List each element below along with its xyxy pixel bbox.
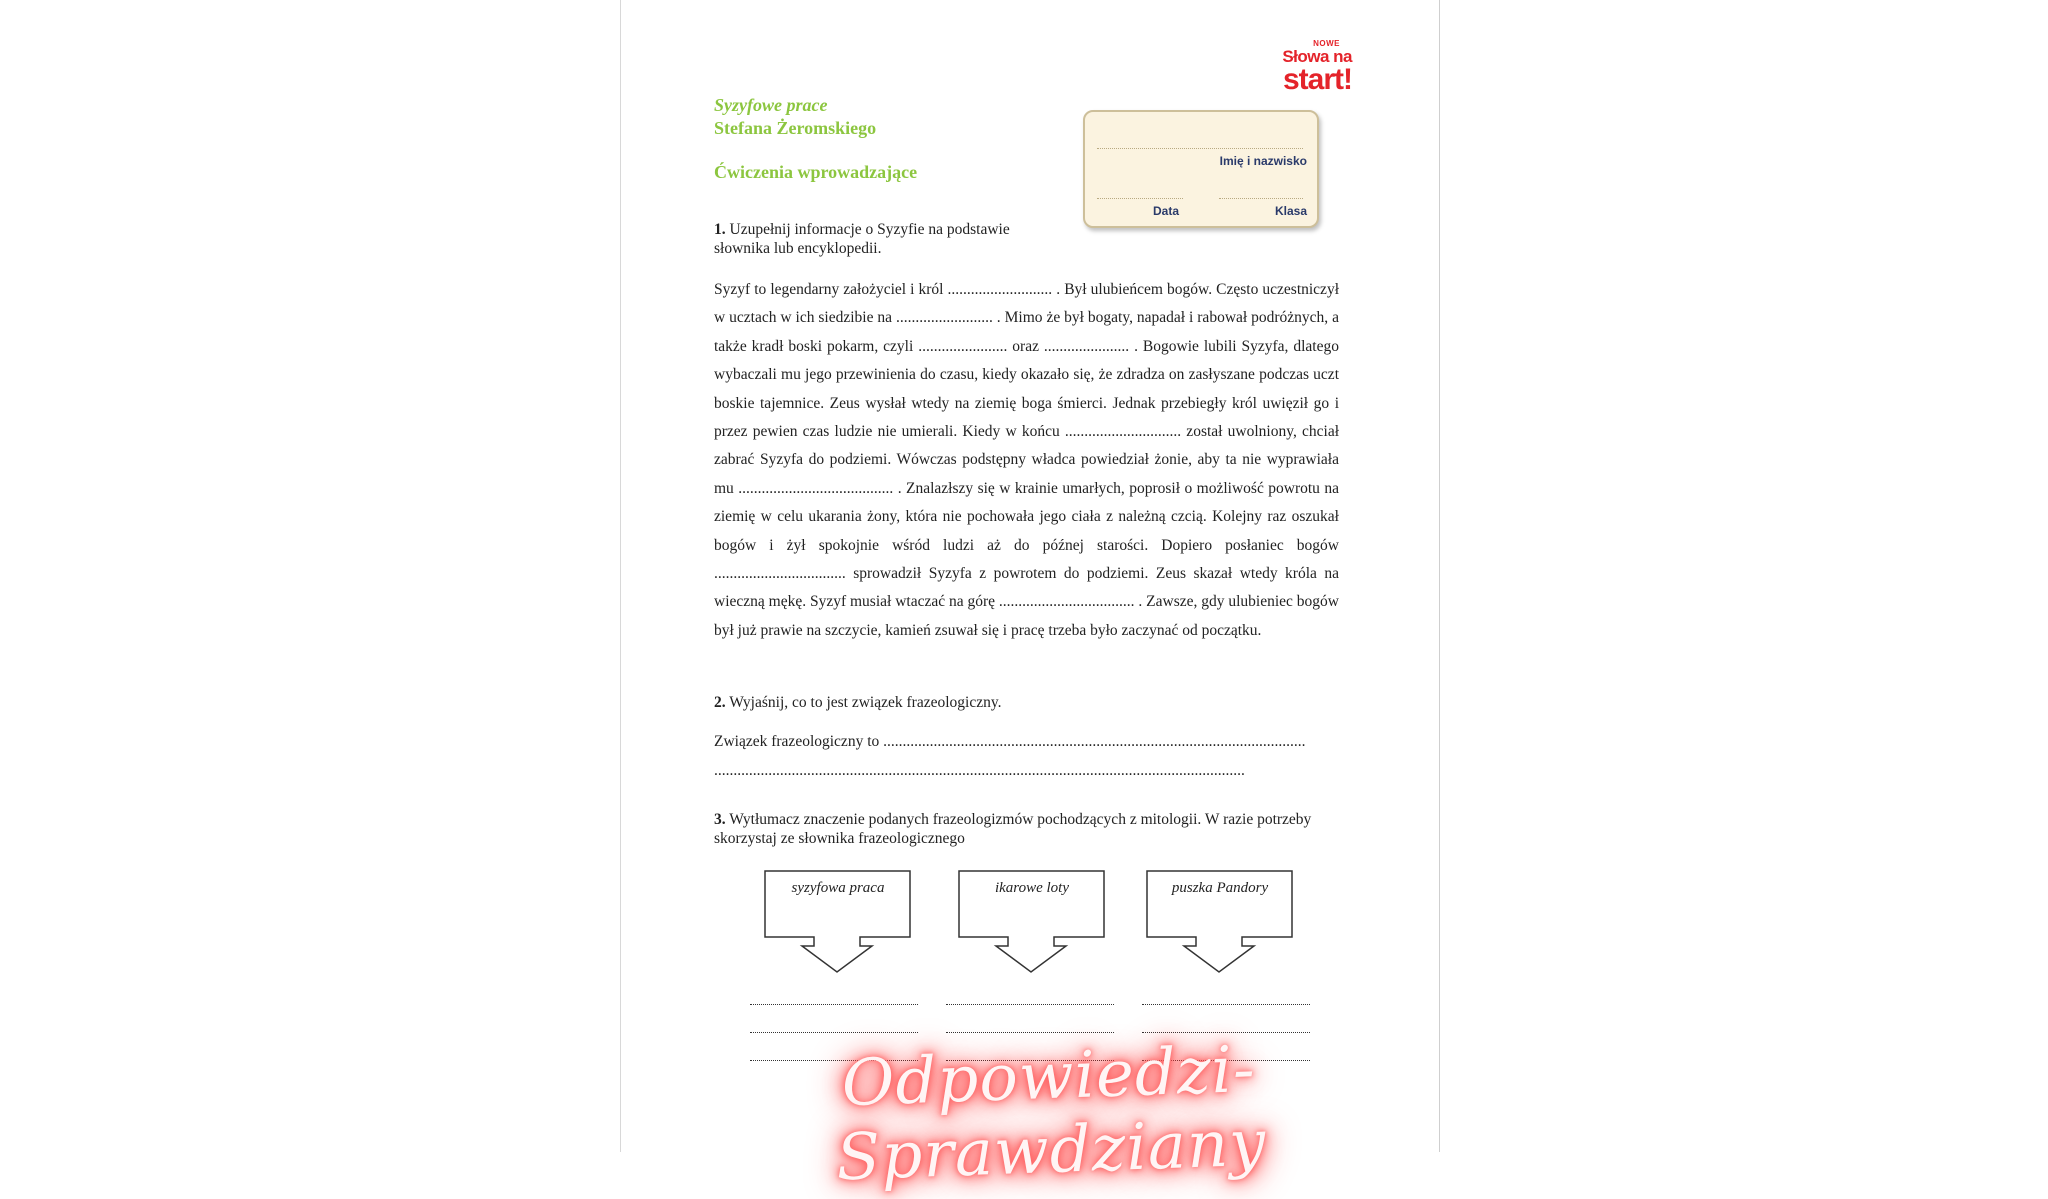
section-title: Ćwiczenia wprowadzające	[714, 162, 918, 182]
exercise-2-answer-line-1: Związek frazeologiczny to .............................................................................................................	[714, 733, 1306, 750]
answer-line	[1142, 1004, 1310, 1005]
date-line	[1097, 198, 1183, 199]
phrase-label: syzyfowa praca	[791, 880, 885, 896]
name-label: Imię i nazwisko	[1219, 154, 1307, 168]
book-title: Syzyfowe prace	[714, 95, 828, 115]
exercise-3-instruction: 3. Wytłumacz znaczenie podanych frazeologizmów pochodzących z mitologii. W razie potrzeby skorzystaj ze słownika frazeologicznego	[714, 811, 1312, 847]
book-author: Stefana Żeromskiego	[714, 118, 877, 138]
date-label: Data	[1153, 204, 1180, 218]
phrase-label: puszka Pandory	[1171, 880, 1269, 896]
publisher-logo: NOWE Słowa na start!	[1282, 39, 1352, 96]
exercise-1-instruction: 1. Uzupełnij informacje o Syzyfie na podstawie słownika lub encyklopedii.	[714, 221, 1010, 257]
student-info-box	[1083, 110, 1319, 228]
exercise-2-answer-line-2: .........................................................................................................................................	[714, 762, 1245, 779]
phrase-box-3	[1146, 870, 1294, 974]
answer-line	[946, 1032, 1114, 1033]
phrase-label: ikarowe loty	[994, 880, 1069, 896]
class-label: Klasa	[1274, 204, 1307, 218]
right-background	[1440, 0, 2048, 1152]
answer-line	[750, 1032, 918, 1033]
name-line	[1097, 148, 1303, 149]
answer-line	[946, 1004, 1114, 1005]
phrase-box-1	[764, 870, 912, 974]
class-line	[1219, 198, 1303, 199]
exercise-2-instruction: 2. Wyjaśnij, co to jest związek frazeologiczny.	[714, 694, 1002, 711]
watermark: Odpowiedzi-Sprawdziany	[835, 1032, 1268, 1196]
phrase-box-2	[958, 870, 1106, 974]
exercise-1-text: Syzyf to legendarny założyciel i król ........................... . Był ulubieńcem bogów. Często uczestniczył w ucztach w ich siedzibie na ......................... . Mimo że był bogaty, napadał i rabował podróżnych, a także kradł boski pokarm, czyli ....................... oraz ...................... . Bogowie lubili Syzyfa, dlatego wybaczali mu jego przewinienia do czasu, kiedy okazało się, że zdradza on zasłyszane podczas uczt boskie tajemnice. Zeus wysłał wtedy na ziemię boga śmierci. Jednak przebiegły król uwięził go i przez pewien czas ludzie nie umierali. Kiedy w końcu .............................. został uwolniony, chciał zabrać Syzyfa do podziemi. Wówczas podstępny władca powiedział żonie, aby ta nie wyprawiała mu ........................................ . Znalazłszy się w krainie umarłych, poprosił o możliwość powrotu na ziemię w celu ukarania żony, która nie pochowała jego ciała z należną czcią. Kolejny raz oszukał bogów i żył spokojnie wśród ludzi aż do późnej starości. Dopiero posłaniec bogów .................................. sprowadził Syzyfa z powrotem do podziemi. Zeus skazał wtedy króla na wieczną mękę. Syzyf musiał wtaczać na górę ................................... . Zawsze, gdy ulubieniec bogów był już prawie na szczycie, kamień zsuwał się i pracę trzeba było zaczynać od początku.	[714, 281, 1339, 639]
left-background	[0, 0, 620, 1152]
answer-line	[750, 1004, 918, 1005]
